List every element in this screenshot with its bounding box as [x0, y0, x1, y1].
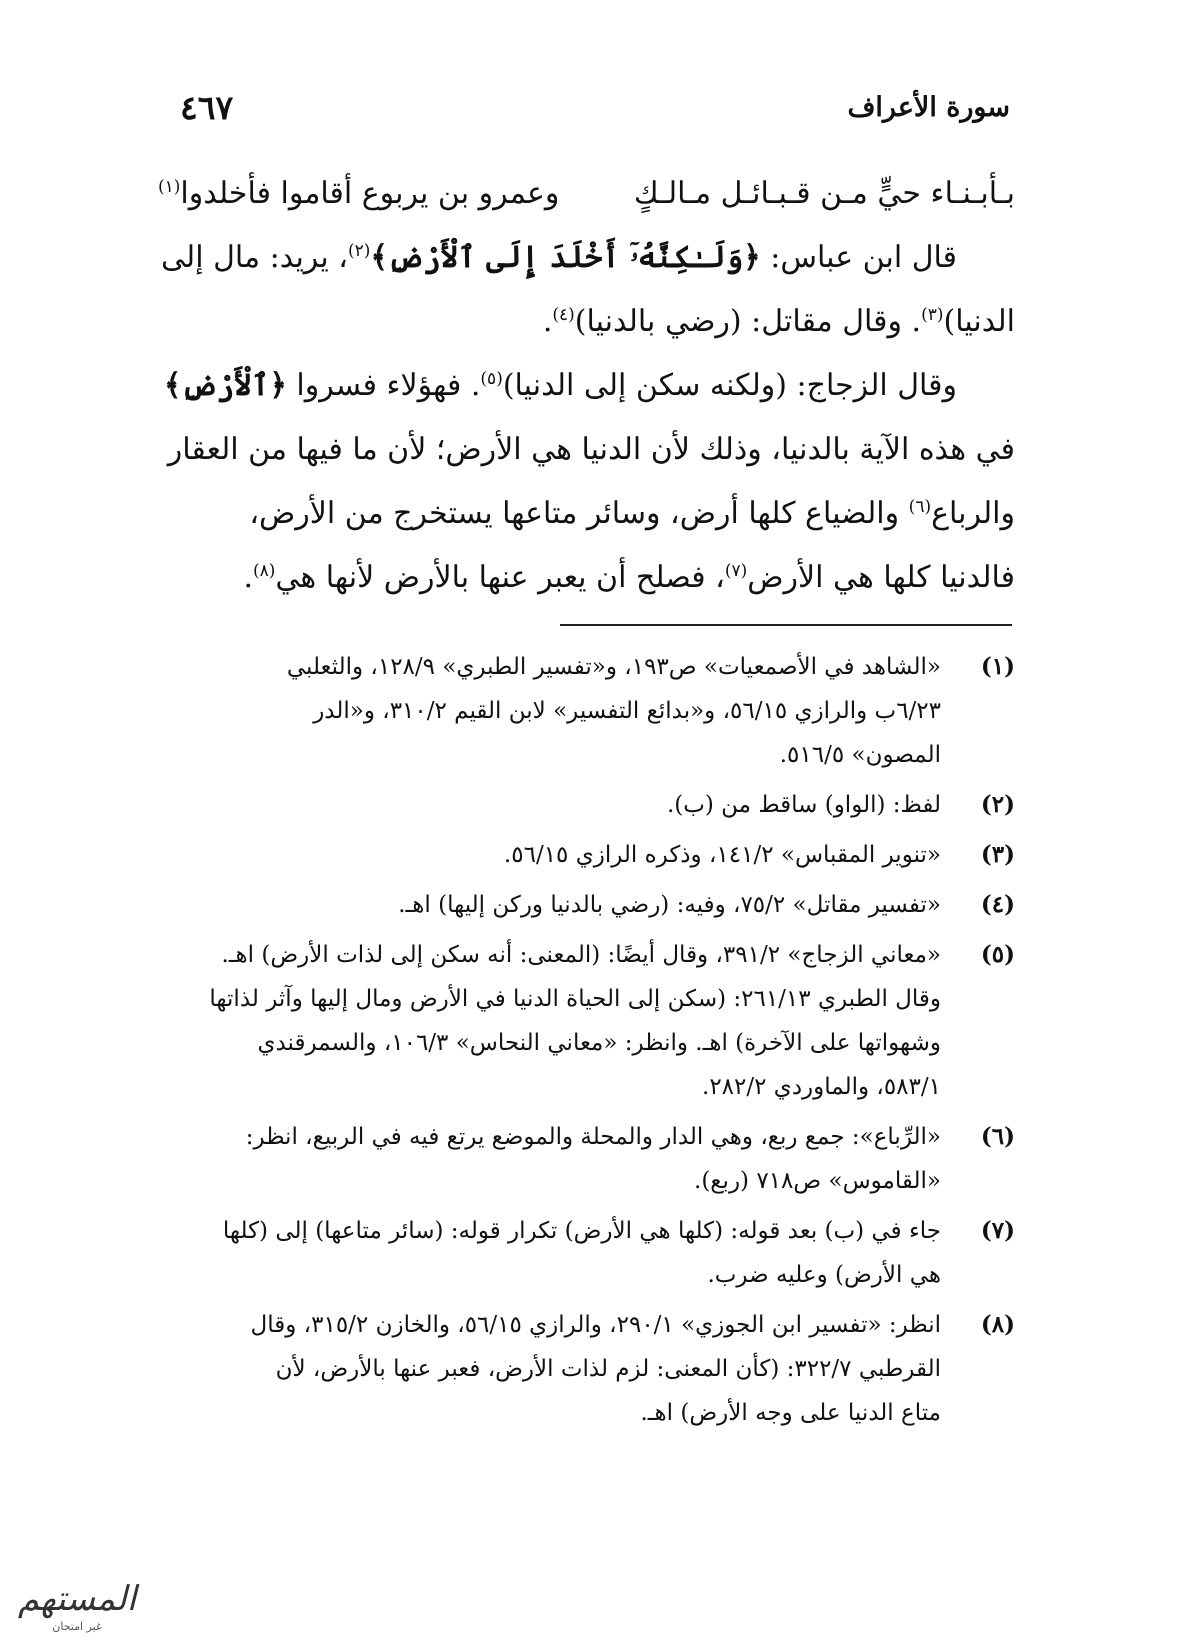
logo-text: المستهم	[17, 1579, 137, 1619]
footnote-line: هي الأرض) وعليه ضرب.	[707, 1262, 941, 1288]
footnote-ref: (٥)	[480, 369, 503, 389]
text-line	[158, 290, 1015, 354]
footnote-number: (٣)	[980, 841, 1015, 868]
footnote-line: «الشاهد في الأصمعيات» ص١٩٣، و«تفسير الطبري» ١٢٨/٩، والثعلبي	[286, 654, 941, 680]
footnote-ref: (١)	[158, 177, 181, 197]
footnote-line: ٥٨٣/١، والماوردي ٢٨٢/٢.	[702, 1074, 941, 1100]
quran-quote: ﴿وَلَـٰكِنَّهُۥٓ أَخْلَدَ إِلَى ٱلْأَرْضِ﴾	[370, 240, 761, 275]
quran-quote: ﴿ٱلْأَرْضِ﴾	[163, 368, 287, 403]
footnote-line: انظر: «تفسير ابن الجوزي» ٢٩٠/١، والرازي ٥٦/١٥، والخازن ٣١٥/٢، وقال	[250, 1312, 941, 1338]
footnote-number: (٤)	[980, 891, 1015, 918]
footnote-number: (٢)	[980, 791, 1015, 818]
footnote	[118, 783, 1015, 827]
footnote	[118, 883, 1015, 927]
footnote-ref: (٧)	[724, 561, 748, 581]
footnote-line: متاع الدنيا على وجه الأرض) اهـ.	[640, 1400, 941, 1426]
text-line	[158, 354, 1015, 418]
footnote-ref: (٦)	[908, 497, 932, 517]
page-number: ٤٦٧	[180, 88, 234, 127]
text-line	[158, 226, 1015, 290]
text-segment: فالدنيا كلها هي الأرض	[747, 560, 1015, 595]
footnote-line: وشهواتها على الآخرة) اهـ. وانظر: «معاني النحاس» ١٠٦/٣، والسمرقندي	[257, 1030, 941, 1056]
text-segment: الدنيا)	[943, 304, 1015, 339]
text-segment: ، يريد: مال إلى	[161, 240, 348, 275]
footnote-divider	[560, 624, 1012, 626]
footnote-number: (١)	[980, 653, 1015, 680]
text-segment: .	[542, 304, 553, 339]
text-segment: . فهؤلاء فسروا	[286, 368, 481, 403]
verse-second-hemistich	[158, 162, 559, 226]
footnote-line: «القاموس» ص٧١٨ (ربع).	[694, 1168, 941, 1194]
text-line	[158, 482, 1015, 546]
footnote-line: القرطبي ٣٢٢/٧: (كأن المعنى: لزم لذات الأرض، فعبر عنها بالأرض، لأن	[275, 1356, 941, 1382]
logo-subtext: غير امتحان	[52, 1620, 102, 1633]
footnote	[118, 833, 1015, 877]
footnote-line: المصون» ٥١٦/٥.	[779, 742, 941, 768]
footnote-line: لفظ: (الواو) ساقط من (ب).	[666, 792, 941, 818]
text-segment: والضياع كلها أرض، وسائر متاعها يستخرج من الأرض،	[249, 496, 909, 531]
footnote	[118, 1209, 1015, 1297]
footnote-ref: (٤)	[552, 305, 575, 325]
footnote	[118, 1303, 1015, 1435]
footnote-ref: (٣)	[921, 305, 944, 325]
verse-first-hemistich: بـأبـنـاء حيٍّ مـن قـبـائـل مـالـكٍ	[633, 176, 1015, 211]
verse-second-text: وعمرو بن يربوع أقاموا فأخلدوا	[180, 176, 560, 211]
footnote-number: (٦)	[980, 1123, 1015, 1150]
text-segment: قال ابن عباس:	[760, 240, 957, 275]
footnote	[118, 645, 1015, 777]
surah-name: سورة الأعراف	[847, 92, 1010, 123]
footnotes	[118, 645, 1015, 1441]
footnote	[118, 1115, 1015, 1203]
footnote-line: وقال الطبري ٢٦١/١٣: (سكن إلى الحياة الدنيا في الأرض ومال إليها وآثر لذاتها	[209, 986, 941, 1012]
poetry-verse	[158, 162, 1015, 226]
text-line: في هذه الآية بالدنيا، وذلك لأن الدنيا هي الأرض؛ لأن ما فيها من العقار	[167, 432, 1015, 467]
publisher-logo	[2, 1568, 152, 1638]
page-header	[180, 88, 1010, 138]
footnote	[118, 933, 1015, 1109]
text-segment: وقال الزجاج: (ولكنه سكن إلى الدنيا)	[502, 368, 957, 403]
footnote-line: «معاني الزجاج» ٣٩١/٢، وقال أيضًا: (المعنى: أنه سكن إلى لذات الأرض) اهـ.	[221, 942, 941, 968]
text-line	[158, 546, 1015, 610]
text-segment: ، فصلح أن يعبر عنها بالأرض لأنها هي	[275, 560, 725, 595]
footnote-number: (٥)	[980, 941, 1015, 968]
footnote-line: ٦/٢٣ب والرازي ٥٦/١٥، و«بدائع التفسير» لابن القيم ٣١٠/٢، و«الدر	[313, 698, 941, 724]
footnote-ref: (٨)	[253, 561, 276, 581]
footnote-ref: (٢)	[347, 241, 371, 261]
footnote-number: (٨)	[980, 1311, 1015, 1338]
main-text	[158, 162, 1015, 610]
footnote-line: جاء في (ب) بعد قوله: (كلها هي الأرض) تكرار قوله: (سائر متاعها) إلى (كلها	[222, 1218, 941, 1244]
text-segment: . وقال مقاتل: (رضي بالدنيا)	[574, 304, 922, 339]
footnote-line: «الرِّباع»: جمع ربع، وهي الدار والمحلة والموضع يرتع فيه في الربيع، انظر:	[245, 1124, 941, 1150]
text-segment: والرباع	[931, 496, 1015, 531]
footnote-number: (٧)	[980, 1217, 1015, 1244]
footnote-line: «تفسير مقاتل» ٧٥/٢، وفيه: (رضي بالدنيا وركن إليها) اهـ.	[398, 892, 941, 918]
footnote-line: «تنوير المقباس» ١٤١/٢، وذكره الرازي ٥٦/١٥.	[503, 842, 941, 868]
text-segment: .	[243, 560, 253, 595]
